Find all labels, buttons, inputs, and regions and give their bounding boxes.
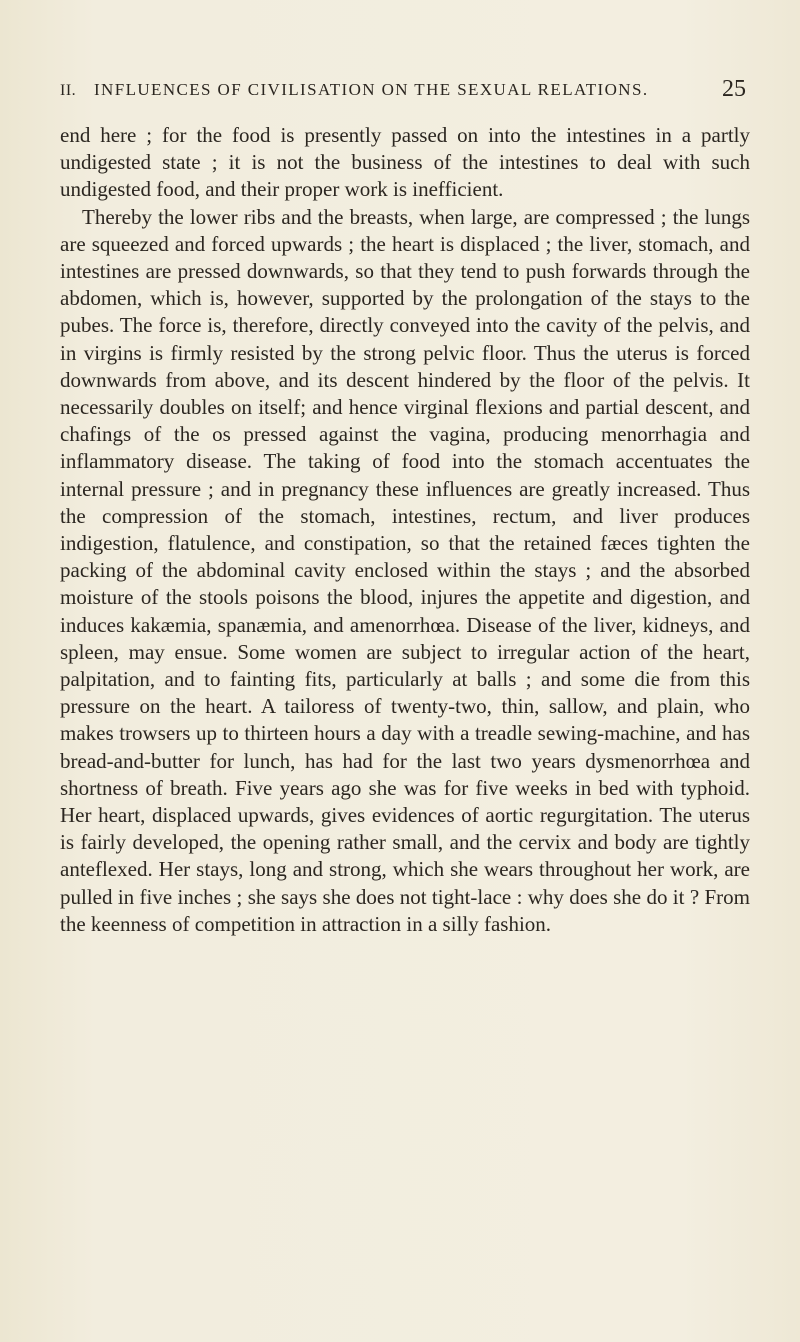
running-title: INFLUENCES OF CIVILISATION ON THE SEXUAL RELATIONS. bbox=[94, 80, 649, 99]
paragraph-continued: end here ; for the food is presently passed on into the intestines in a partly undigested state ; it is not the business of the intestines to deal with such undigested food, and their proper work is inefficient. bbox=[60, 123, 750, 202]
page-body bbox=[60, 122, 750, 938]
chapter-number: II. bbox=[60, 82, 77, 99]
running-header bbox=[60, 76, 746, 106]
page-number: 25 bbox=[722, 76, 746, 102]
paragraph: Thereby the lower ribs and the breasts, when large, are compressed ; the lungs are squeezed and forced upwards ; the heart is displaced ; the liver, stomach, and intestines are pressed downwards, so that they tend to push forwards through the abdomen, which is, however, supported by the prolongation of the stays to the pubes. The force is, therefore, directly conveyed into the cavity of the pelvis, and in virgins is firmly resisted by the strong pelvic floor. Thus the uterus is forced downwards from above, and its descent hindered by the floor of the pelvis. It necessarily doubles on itself; and hence virginal flexions and partial descent, and chafings of the os pressed against the vagina, producing menorrhagia and inflammatory disease. The taking of food into the stomach accentuates the internal pressure ; and in pregnancy these influences are greatly increased. Thus the compression of the stomach, intestines, rectum, and liver produces indigestion, flatulence, and constipation, so that the retained fæces tighten the packing of the abdominal cavity enclosed within the stays ; and the absorbed moisture of the stools poisons the blood, injures the appetite and digestion, and induces kakæmia, spanæmia, and amenorrhœa. Disease of the liver, kidneys, and spleen, may ensue. Some women are subject to irregular action of the heart, palpitation, and to fainting fits, particularly at balls ; and some die from this pressure on the heart. A tailoress of twenty-two, thin, sallow, and plain, who makes trowsers up to thirteen hours a day with a treadle sewing-machine, and has bread-and-butter for lunch, has had for the last two years dysmenorrhœa and shortness of breath. Five years ago she was for five weeks in bed with typhoid. Her heart, displaced upwards, gives evidences of aortic regurgitation. The uterus is fairly developed, the opening rather small, and the cervix and body are tightly anteflexed. Her stays, long and strong, which she wears throughout her work, are pulled in five inches ; she says she does not tight-lace : why does she do it ? From the keenness of competition in attraction in a silly fashion. bbox=[60, 204, 750, 936]
